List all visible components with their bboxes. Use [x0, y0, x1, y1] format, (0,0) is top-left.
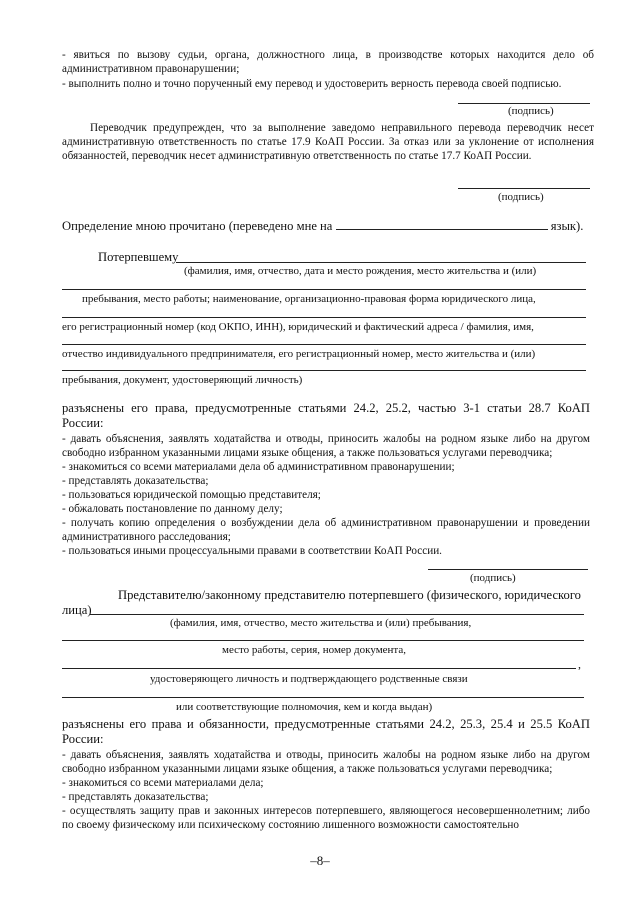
victim-field-line-1[interactable] — [176, 262, 586, 263]
rep-right-evidence: - представлять доказательства; — [62, 791, 209, 803]
representative-comma: , — [578, 657, 581, 671]
victim-right-other: - пользоваться иными процессуальными правами в соответствии КоАП России. — [62, 545, 442, 557]
victim-label: Потерпевшему — [98, 250, 179, 264]
representative-caption-1: (фамилия, имя, отчество, место жительства и (или) пребывания, — [170, 617, 472, 629]
signature-line-1[interactable] — [458, 103, 590, 104]
definition-read-row — [62, 217, 602, 234]
definition-read-suffix: язык). — [550, 219, 584, 233]
signature-caption-1: (подпись) — [508, 105, 554, 117]
representative-field-line-4[interactable] — [62, 697, 584, 698]
victim-caption-4: отчество индивидуального предпринимателя, его регистрационный номер, место жительства и (или) — [62, 348, 536, 360]
victim-field-line-3[interactable] — [62, 317, 586, 318]
representative-label-line1: Представителю/законному представителю потерпевшего (физического, юридического — [118, 588, 581, 602]
victim-right-representative: - пользоваться юридической помощью представителя; — [62, 489, 321, 501]
obligation-appear: - явиться по вызову судьи, органа, должностного лица, в производстве которых находится дело об административном правонарушении; — [62, 49, 594, 75]
signature-caption-3: (подпись) — [470, 572, 516, 584]
definition-read-prefix: Определение мною прочитано (переведено мне на — [62, 219, 333, 233]
victim-right-materials: - знакомиться со всеми материалами дела об административном правонарушении; — [62, 461, 455, 473]
victim-right-explain: - давать объяснения, заявлять ходатайства и отводы, приносить жалобы на родном языке либо на другом свободно избранном указанными лицами языке общения, а также пользоваться услугами переводчика; — [62, 433, 590, 459]
representative-caption-3: удостоверяющего личность и подтверждающего родственные связи — [150, 673, 468, 685]
representative-caption-4: или соответствующие полномочия, кем и когда выдан) — [176, 701, 433, 713]
representative-field-line-3[interactable] — [62, 668, 576, 669]
victim-caption-1: (фамилия, имя, отчество, дата и место рождения, место жительства и (или) — [184, 265, 537, 277]
representative-field-line-1[interactable] — [90, 614, 584, 615]
representative-label-line2: лица) — [62, 603, 92, 617]
victim-field-line-4[interactable] — [62, 344, 586, 345]
page-number: –8– — [310, 853, 330, 868]
representative-rights-intro: разъяснены его права и обязанности, предусмотренные статьями 24.2, 25.3, 25.4 и 25.5 КоАП России: — [62, 717, 590, 746]
victim-caption-2: пребывания, место работы; наименование, организационно-правовая форма юридического лица, — [82, 293, 536, 305]
rep-right-materials: - знакомиться со всеми материалами дела; — [62, 777, 264, 789]
victim-field-line-2[interactable] — [62, 289, 586, 290]
victim-right-evidence: - представлять доказательства; — [62, 475, 209, 487]
victim-rights-intro: разъяснены его права, предусмотренные статьями 24.2, 25.2, частью 3-1 статьи 28.7 КоАП России: — [62, 401, 590, 430]
victim-right-copy: - получать копию определения о возбуждении дела об административном правонарушении и проведении административного расследования; — [62, 517, 590, 543]
rep-right-explain: - давать объяснения, заявлять ходатайства и отводы, приносить жалобы на родном языке либо на другом свободно избранном указанными лицами языке общения, а также пользоваться услугами переводчика; — [62, 749, 590, 775]
victim-caption-5: пребывания, документ, удостоверяющий личность) — [62, 374, 303, 386]
obligation-translate: - выполнить полно и точно порученный ему перевод и удостоверить верность перевода своей подписью. — [62, 78, 562, 90]
signature-caption-2: (подпись) — [498, 191, 544, 203]
victim-right-appeal: - обжаловать постановление по данному делу; — [62, 503, 283, 515]
representative-field-line-2[interactable] — [62, 640, 584, 641]
representative-caption-2: место работы, серия, номер документа, — [222, 644, 407, 656]
rep-right-defend: - осуществлять защиту прав и законных интересов потерпевшего, являющегося несовершеннолетним; либо по своему физическому или психическому состоянию лишенного возможности самостоятельно — [62, 805, 590, 831]
signature-line-2[interactable] — [458, 188, 590, 189]
representative-label — [62, 588, 590, 603]
signature-line-3[interactable] — [428, 569, 588, 570]
language-field[interactable] — [336, 217, 548, 230]
translator-warning: Переводчик предупрежден, что за выполнение заведомо неправильного перевода переводчик несет административную ответственность по статье 17.9 КоАП России. За отказ или за уклонение от исполнения обязанностей, переводчик несет административную ответственность по статье 17.7 КоАП России. — [62, 122, 594, 162]
victim-field-line-5[interactable] — [62, 370, 586, 371]
victim-caption-3: его регистрационный номер (код ОКПО, ИНН), юридический и фактический адреса / фамилия, имя, — [62, 321, 534, 333]
